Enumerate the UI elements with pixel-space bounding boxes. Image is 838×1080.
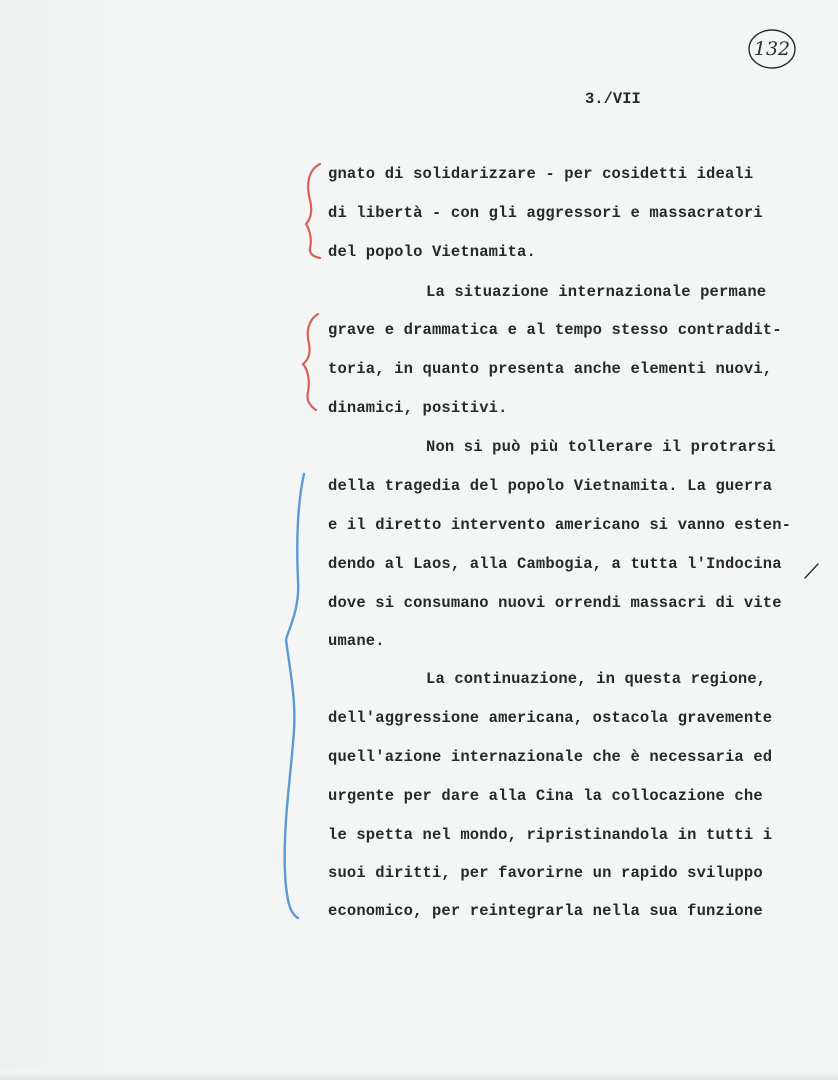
text-line: umane. <box>328 632 385 650</box>
text-line: La situazione internazionale permane <box>426 283 767 301</box>
text-line: suoi diritti, per favorirne un rapido sviluppo <box>328 864 763 882</box>
text-line: gnato di solidarizzare - per cosidetti ideali <box>328 165 754 183</box>
text-line: le spetta nel mondo, ripristinandola in tutti i <box>328 826 773 844</box>
text-line: grave e drammatica e al tempo stesso contraddit- <box>328 321 782 339</box>
text-line: e il diretto intervento americano si vanno esten- <box>328 516 792 534</box>
text-line: del popolo Vietnamita. <box>328 243 536 261</box>
text-line: dell'aggressione americana, ostacola gravemente <box>328 709 773 727</box>
text-line: di libertà - con gli aggressori e massacratori <box>328 204 763 222</box>
text-line: Non si può più tollerare il protrarsi <box>426 438 776 456</box>
text-line: dendo al Laos, alla Cambogia, a tutta l'Indocina <box>328 555 782 573</box>
left-margin <box>0 0 150 1080</box>
red-bracket-icon <box>298 310 324 414</box>
text-line: toria, in quanto presenta anche elementi nuovi, <box>328 360 773 378</box>
text-line: quell'azione internazionale che è necessaria ed <box>328 748 773 766</box>
page-bottom-edge <box>0 1070 838 1080</box>
text-line: economico, per reintegrarla nella sua funzione <box>328 902 763 920</box>
text-line: dove si consumano nuovi orrendi massacri di vite <box>328 594 782 612</box>
text-line: urgente per dare alla Cina la collocazione che <box>328 787 763 805</box>
pencil-tick-icon <box>803 560 821 582</box>
text-line: dinamici, positivi. <box>328 399 508 417</box>
red-bracket-icon <box>300 160 326 260</box>
text-line: La continuazione, in questa regione, <box>426 670 767 688</box>
archive-stamp <box>746 26 798 72</box>
stamp-number: 132 <box>753 38 791 60</box>
blue-bracket-icon <box>276 470 310 920</box>
text-line: della tragedia del popolo Vietnamita. La guerra <box>328 477 773 495</box>
page-label: 3./VII <box>585 90 641 108</box>
